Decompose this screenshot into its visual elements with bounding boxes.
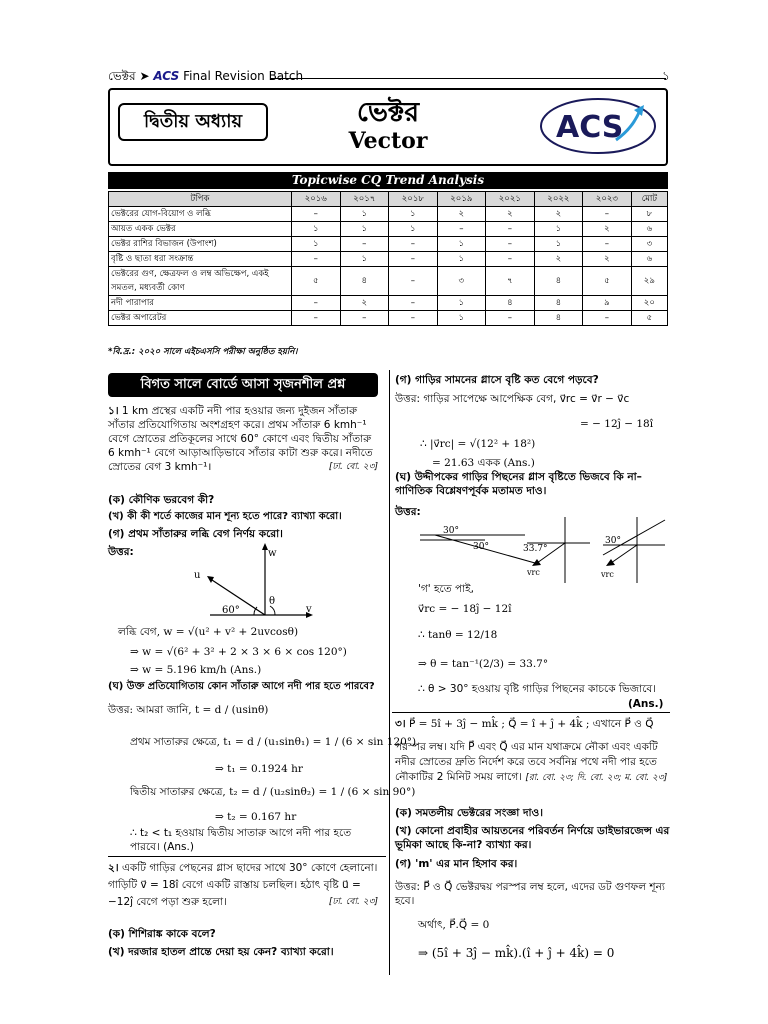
total-cell: ৩ bbox=[631, 237, 667, 252]
trend-table bbox=[108, 191, 668, 326]
question-1-part-kha: (খ) কী কী শর্তে কাজের মান শূন্য হতে পারে? ব্যাখ্যা করো। bbox=[108, 511, 342, 522]
label-w: w bbox=[268, 548, 277, 559]
question-3-part-ka: (ক) সমতলীয় ভেক্টরের সংজ্ঞা দাও। bbox=[395, 807, 544, 819]
count-cell: – bbox=[389, 296, 438, 311]
question-2-part-gha: (ঘ) উদ্দীপকের গাড়ির পিছনের গ্লাস বৃষ্টিতে ভিজবে কি না– গাণিতিক বিশ্লেষণপূর্বক মতামত দাও। bbox=[395, 471, 642, 497]
total-cell: ৫ bbox=[631, 311, 667, 326]
topic-cell: ভেক্টরের গুণ, ক্ষেত্রফল ও লম্ব অভিক্ষেপ, একই সমতল, মধ্যবর্তী কোণ bbox=[109, 267, 292, 296]
count-cell: ২ bbox=[340, 296, 389, 311]
angle-label: 30° bbox=[473, 542, 489, 552]
count-cell: ১ bbox=[437, 237, 486, 252]
trend-header-cell: ২০২১ bbox=[486, 192, 535, 207]
rain-glass-diagram bbox=[415, 515, 670, 585]
table-row bbox=[109, 222, 668, 237]
count-cell: – bbox=[583, 311, 632, 326]
column-divider bbox=[389, 370, 390, 975]
table-row bbox=[109, 207, 668, 222]
total-cell: ৬ bbox=[631, 222, 667, 237]
count-cell: ৪ bbox=[534, 296, 583, 311]
count-cell: – bbox=[437, 222, 486, 237]
header-rule bbox=[270, 78, 666, 79]
total-cell: ২০ bbox=[631, 296, 667, 311]
count-cell: ৪ bbox=[534, 311, 583, 326]
trend-header-cell: ২০২৩ bbox=[583, 192, 632, 207]
count-cell: – bbox=[389, 252, 438, 267]
count-cell: ৫ bbox=[583, 267, 632, 296]
count-cell: ২ bbox=[534, 252, 583, 267]
formula-result: ⇒ w = 5.196 km/h (Ans.) bbox=[130, 664, 262, 676]
count-cell: – bbox=[486, 252, 535, 267]
count-cell: ৪ bbox=[534, 267, 583, 296]
formula-substitution: ⇒ w = √(6² + 3² + 2 × 3 × 6 × cos 120°) bbox=[130, 646, 347, 658]
chapter-label: দ্বিতীয় অধ্যায় bbox=[118, 103, 268, 141]
count-cell: ১ bbox=[340, 252, 389, 267]
vector-label: vrc bbox=[601, 570, 614, 579]
question-source: [ঢা. বো. ২৩] bbox=[328, 462, 378, 472]
count-cell: ২ bbox=[534, 207, 583, 222]
topic-cell: নদী পারাপার bbox=[109, 296, 292, 311]
trend-header-row bbox=[109, 192, 668, 207]
label-v: v bbox=[306, 604, 312, 615]
question-separator bbox=[108, 856, 386, 857]
count-cell: ১ bbox=[534, 237, 583, 252]
answer-label: উত্তর: bbox=[395, 506, 421, 518]
chapter-title-bangla: ভেক্টর bbox=[356, 97, 420, 128]
count-cell: – bbox=[486, 222, 535, 237]
topic-cell: বৃষ্টি ও ছাতা ধরা সংক্রান্ত bbox=[109, 252, 292, 267]
question-separator bbox=[392, 712, 670, 713]
count-cell: – bbox=[389, 311, 438, 326]
running-header-title: Final Revision Batch bbox=[183, 69, 304, 83]
question-3 bbox=[395, 740, 670, 786]
count-cell: ১ bbox=[292, 237, 341, 252]
label-60-degree: 60° bbox=[222, 605, 240, 616]
question-3-part-kha: (খ) কোনো প্রবাহীর আয়তনের পরিবর্তন নির্ণয়ে ডাইভারজেন্স এর ভূমিকা আছে কি-না? ব্যাখ্যা কর। bbox=[395, 825, 670, 851]
count-cell: ১ bbox=[340, 207, 389, 222]
angle-label: 33.7° bbox=[523, 544, 548, 554]
count-cell: – bbox=[292, 296, 341, 311]
time-first-swimmer: প্রথম সাতারুর ক্ষেত্রে, t₁ = d / (u₁sinθ₁) = 1 / (6 × sin 120°) bbox=[130, 736, 417, 748]
question-1-part-ka: (ক) কৌণিক ভরবেগ কী? bbox=[108, 494, 215, 506]
trend-header-cell: টপিক bbox=[109, 192, 292, 207]
count-cell: ১ bbox=[437, 252, 486, 267]
count-cell: ১ bbox=[292, 222, 341, 237]
question-1 bbox=[108, 404, 378, 474]
count-cell: ২ bbox=[437, 207, 486, 222]
question-2-part-ga: (গ) গাড়ির সামনের গ্লাসে বৃষ্টি কত বেগে পড়বে? bbox=[395, 374, 599, 386]
vector-label: vrc bbox=[527, 568, 540, 577]
answer-label: উত্তর: bbox=[108, 546, 134, 558]
magnitude-formula: ∴ |v⃗rc| = √(12² + 18²) bbox=[420, 438, 536, 450]
count-cell: – bbox=[389, 237, 438, 252]
question-number: ৩। bbox=[395, 718, 406, 730]
count-cell: – bbox=[583, 237, 632, 252]
topic-cell: ভেক্টর রাশির বিভাজন (উপাংশ) bbox=[109, 237, 292, 252]
table-row bbox=[109, 252, 668, 267]
step-velocity: v⃗rc = − 18ĵ − 12î bbox=[418, 603, 512, 615]
step-conclusion: ∴ θ > 30° হওয়ায় বৃষ্টি গাড়ির পিছনের কাচকে ভিজাবে। bbox=[418, 683, 657, 695]
count-cell: ৯ bbox=[583, 296, 632, 311]
table-row bbox=[109, 267, 668, 296]
step-from-ga: 'গ' হতে পাই, bbox=[418, 583, 474, 595]
acs-logo-text: ACS bbox=[556, 110, 624, 145]
table-row bbox=[109, 311, 668, 326]
count-cell: ৪ bbox=[486, 296, 535, 311]
question-source: [রা. বো. ২৩; দি. বো. ২৩; ম. বো. ২৩] bbox=[525, 773, 668, 783]
question-stem: 1 km প্রস্থের একটি নদী পার হওয়ার জন্য দুইজন সাঁতারু সাঁতার প্রতিযোগিতায় অংশগ্রহণ করে। প্রথম সাঁতারু 6 kmh⁻¹ বেগে স্রোতের প্রতিকূলের সাথে 60° কোণে এবং দ্বিতীয় সাঁতারু 6 kmh⁻¹ বেগে আড়াআড়িভাবে সাঁতার কাটা শুরু করে। নদীতে স্রোতের বেগ 3 kmh⁻¹। bbox=[108, 405, 373, 473]
count-cell: – bbox=[583, 207, 632, 222]
swimmer-vector-diagram bbox=[180, 540, 320, 620]
count-cell: ১ bbox=[437, 296, 486, 311]
question-3-vectors bbox=[395, 717, 675, 731]
question-number: ১। bbox=[108, 405, 119, 417]
count-cell: ১ bbox=[389, 222, 438, 237]
relative-velocity-value: = − 12ĵ − 18î bbox=[580, 418, 654, 430]
total-cell: ২৯ bbox=[631, 267, 667, 296]
step-tan: ∴ tanθ = 12/18 bbox=[418, 629, 498, 641]
label-theta: θ bbox=[269, 596, 276, 607]
time-first-result: ⇒ t₁ = 0.1924 hr bbox=[215, 763, 303, 775]
trend-header-cell: ২০১৮ bbox=[389, 192, 438, 207]
count-cell: – bbox=[292, 252, 341, 267]
question-stem: পরস্পর লম্ব। যদি P⃗ এবং Q⃗ এর মান যথাক্রমে নৌকা এবং একটি নদীর স্রোতের দ্রুতি নির্দেশ করে তবে সর্বনিম্ন পথে নদী পার হতে নৌকাটির 2 মিনিট সময় লাগে। bbox=[395, 741, 658, 783]
count-cell: – bbox=[486, 311, 535, 326]
question-2-part-ka: (ক) শিশিরাঙ্ক কাকে বলে? bbox=[108, 928, 216, 940]
count-cell: – bbox=[292, 311, 341, 326]
count-cell: ২ bbox=[486, 207, 535, 222]
question-1-part-ga: (গ) প্রথম সাঁতারুর লব্ধি বেগ নির্ণয় করো। bbox=[108, 528, 283, 540]
time-formula: উত্তর: আমরা জানি, t = d / (usinθ) bbox=[108, 704, 269, 716]
count-cell: ৫ bbox=[292, 267, 341, 296]
count-cell: ১ bbox=[437, 311, 486, 326]
magnitude-result: = 21.63 একক (Ans.) bbox=[432, 457, 535, 469]
dot-product-zero: অর্থাৎ, P⃗.Q⃗ = 0 bbox=[418, 919, 490, 931]
question-source: [ঢা. বো. ২৩] bbox=[328, 897, 378, 907]
question-equation: P⃗ = 5î + 3ĵ − mk̂ ; Q⃗ = î + ĵ + 4k̂ ; এখানে P⃗ ও Q⃗ bbox=[408, 718, 654, 730]
count-cell: ১ bbox=[389, 207, 438, 222]
count-cell: – bbox=[340, 311, 389, 326]
page-number: ১ bbox=[662, 69, 670, 83]
angle-label: 30° bbox=[605, 536, 621, 546]
section-banner: বিগত সালে বোর্ডে আসা সৃজনশীল প্রশ্ন bbox=[108, 373, 378, 397]
question-2-part-kha: (খ) দরজার হাতল প্রান্তে দেয়া হয় কেন? ব্যাখ্যা করো। bbox=[108, 946, 334, 958]
time-second-swimmer: দ্বিতীয় সাতারুর ক্ষেত্রে, t₂ = d / (u₂sinθ₂) = 1 / (6 × sin 90°) bbox=[130, 786, 416, 798]
topic-cell: আয়ত একক ভেক্টর bbox=[109, 222, 292, 237]
label-u: u bbox=[194, 570, 201, 581]
acs-logo bbox=[538, 96, 658, 156]
trend-analysis-title: Topicwise CQ Trend Analysis bbox=[108, 172, 668, 189]
count-cell: – bbox=[340, 237, 389, 252]
question-3-part-ga: (গ) 'm' এর মান হিসাব কর। bbox=[395, 858, 518, 870]
total-cell: ৮ bbox=[631, 207, 667, 222]
topic-cell: ভেক্টর অপারেটর bbox=[109, 311, 292, 326]
perpendicular-condition: উত্তর: P⃗ ও Q⃗ ভেক্টরদ্বয় পরস্পর লম্ব হলে, এদের ডট গুণফল শূন্য হবে। bbox=[395, 881, 665, 907]
count-cell: – bbox=[486, 237, 535, 252]
exam-note: *বি.দ্র.: ২০২০ সালে এইচএসসি পরীক্ষা অনুষ্ঠিত হয়নি। bbox=[108, 347, 298, 357]
trend-header-cell: ২০১৯ bbox=[437, 192, 486, 207]
relative-velocity-formula: উত্তর: গাড়ির সাপেক্ষে আপেক্ষিক বেগ, v⃗rc = v⃗r − v⃗c bbox=[395, 393, 630, 405]
count-cell: ৭ bbox=[486, 267, 535, 296]
count-cell: ৪ bbox=[340, 267, 389, 296]
count-cell: ৩ bbox=[437, 267, 486, 296]
ans-mark: (Ans.) bbox=[628, 698, 664, 710]
angle-label: 30° bbox=[443, 526, 459, 536]
total-cell: ৬ bbox=[631, 252, 667, 267]
count-cell: ১ bbox=[534, 222, 583, 237]
table-row bbox=[109, 237, 668, 252]
topic-cell: ভেক্টরের যোগ-বিয়োগ ও লব্ধি bbox=[109, 207, 292, 222]
count-cell: ২ bbox=[583, 222, 632, 237]
chapter-title-english: Vector bbox=[348, 128, 428, 154]
conclusion: ∴ t₂ < t₁ হওয়ায় দ্বিতীয় সাতারু আগে নদী পার হতে পারবে। (Ans.) bbox=[130, 827, 352, 853]
question-number: ২। bbox=[108, 862, 119, 874]
time-second-result: ⇒ t₂ = 0.167 hr bbox=[215, 811, 297, 823]
question-stem: একটি গাড়ির পেছনের গ্লাস ছাদের সাথে 30° কোণে হেলানো। গাড়িটি v⃗ = 18î বেগে একটি রাস্তায় চলছিল। হঠাৎ বৃষ্টি u⃗ = −12ĵ বেগে পড়া শুরু হলো। bbox=[108, 862, 378, 908]
count-cell: ১ bbox=[340, 222, 389, 237]
trend-header-cell: ২০১৭ bbox=[340, 192, 389, 207]
table-row bbox=[109, 296, 668, 311]
running-header-logo-text: ACS bbox=[153, 69, 180, 83]
count-cell: ২ bbox=[583, 252, 632, 267]
trend-header-cell: মোট bbox=[631, 192, 667, 207]
trend-header-cell: ২০২২ bbox=[534, 192, 583, 207]
formula-resultant: লব্ধি বেগ, w = √(u² + v² + 2uvcosθ) bbox=[118, 626, 299, 638]
question-1-part-gha: (ঘ) উক্ত প্রতিযোগিতায় কোন সাঁতারু আগে নদী পার হতে পারবে? bbox=[108, 681, 375, 692]
running-header-chapter: ভেক্টর ➤ bbox=[108, 69, 150, 83]
trend-header-cell: ২০১৬ bbox=[292, 192, 341, 207]
dot-product-expansion: ⇒ (5î + 3ĵ − mk̂).(î + ĵ + 4k̂) = 0 bbox=[418, 946, 615, 960]
count-cell: – bbox=[389, 267, 438, 296]
question-2 bbox=[108, 860, 378, 911]
count-cell: – bbox=[292, 207, 341, 222]
step-angle: ⇒ θ = tan⁻¹(2/3) = 33.7° bbox=[418, 658, 549, 670]
